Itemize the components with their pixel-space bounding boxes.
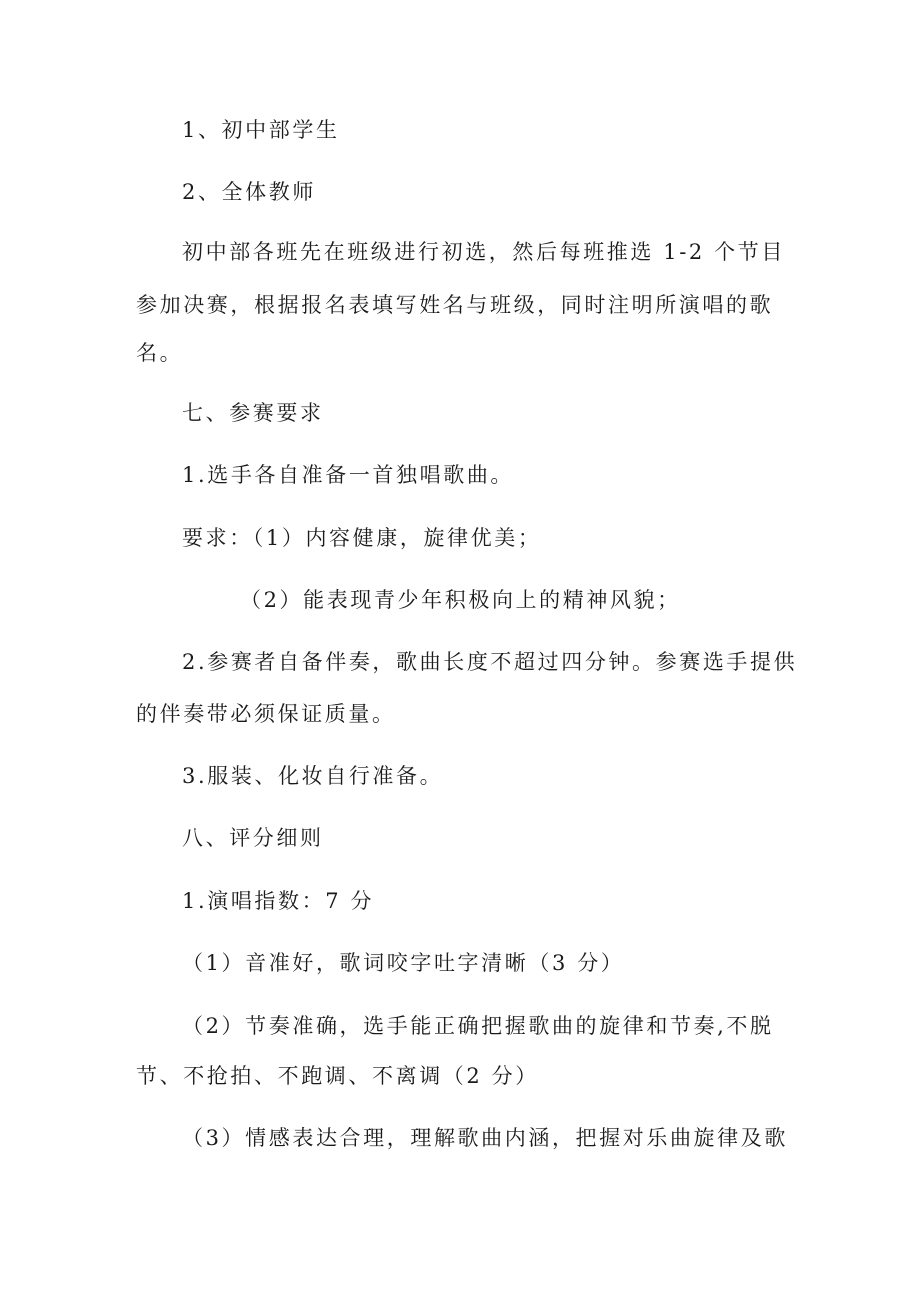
selection-paragraph-line-3: 名。: [136, 341, 184, 365]
requirement-2-line-2: 的伴奏带必须保证质量。: [136, 702, 396, 726]
requirement-3: 3.服装、化妆自行准备。: [182, 764, 444, 788]
requirement-1: 1.选手各自准备一首独唱歌曲。: [182, 463, 515, 487]
score-item-1-b-line-1: （2）节奏准确，选手能正确把握歌曲的旋律和节奏,不脱: [182, 1014, 774, 1038]
section-7-heading: 七、参赛要求: [182, 401, 324, 425]
participant-item-students: 1、初中部学生: [182, 118, 340, 142]
requirement-1-detail-b: （2）能表现青少年积极向上的精神风貌；: [240, 588, 681, 612]
selection-paragraph-line-1: 初中部各班先在班级进行初选，然后每班推选 1-2 个节目: [182, 240, 785, 264]
score-item-1-c-line-1: （3）情感表达合理，理解歌曲内涵，把握对乐曲旋律及歌: [182, 1126, 788, 1150]
participant-item-teachers: 2、全体教师: [182, 180, 316, 204]
requirement-2-line-1: 2.参赛者自备伴奏，歌曲长度不超过四分钟。参赛选手提供: [182, 650, 798, 674]
selection-paragraph-line-2: 参加决赛，根据报名表填写姓名与班级，同时注明所演唱的歌: [136, 293, 774, 317]
requirement-1-detail-a: 要求：（1）内容健康，旋律优美；: [182, 526, 542, 550]
score-item-1: 1.演唱指数：7 分: [182, 889, 375, 913]
section-8-heading: 八、评分细则: [182, 826, 324, 850]
score-item-1-b-line-2: 节、不抢拍、不跑调、不离调（2 分）: [136, 1064, 539, 1088]
score-item-1-a: （1）音准好，歌词咬字吐字清晰（3 分）: [182, 951, 625, 975]
